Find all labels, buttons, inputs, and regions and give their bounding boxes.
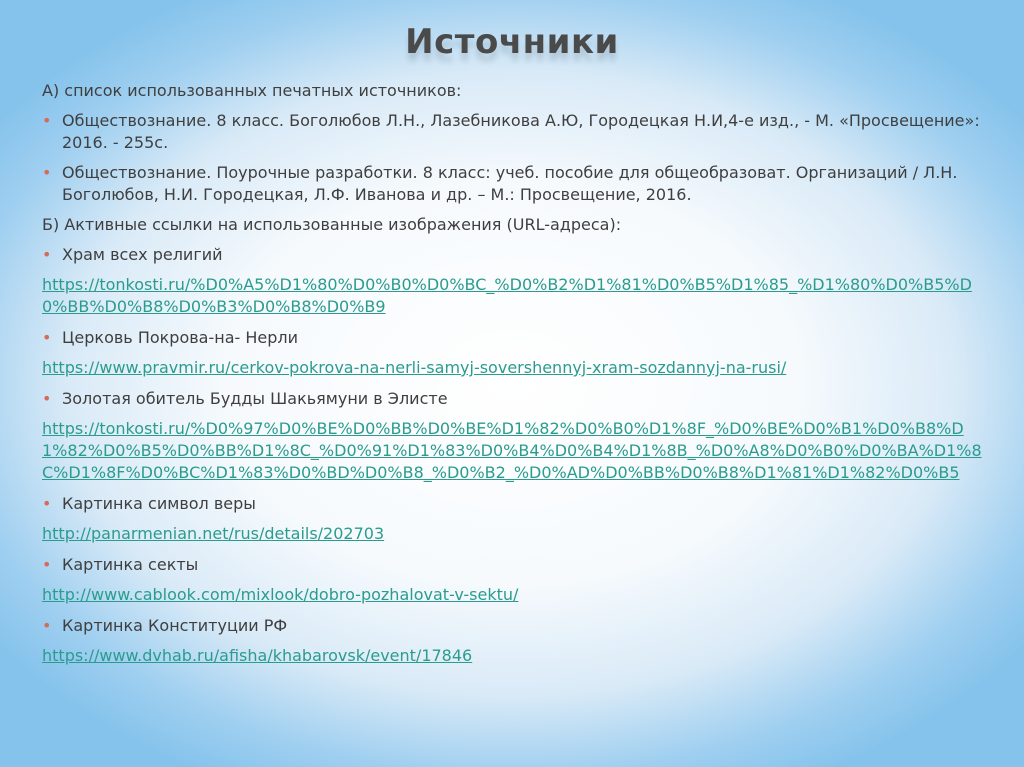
print-source-item — [42, 162, 982, 206]
image-source-link[interactable]: http://www.cablook.com/mixlook/dobro-pozhalovat-v-sektu/ — [42, 585, 519, 604]
image-source-item — [42, 493, 982, 515]
image-source-link[interactable]: https://www.pravmir.ru/cerkov-pokrova-na-nerli-samyj-sovershennyj-xram-sozdannyj-na-rusi/ — [42, 358, 787, 377]
image-source-item — [42, 388, 982, 410]
image-source-link[interactable]: https://tonkosti.ru/%D0%97%D0%BE%D0%BB%D0%BE%D1%82%D0%B0%D1%8F_%D0%BE%D0%B1%D0%B8%D1%82%D0%B5%D0%BB%D1%8C_%D0%91%D1%83%D0%B4%D0%B4%D1%8B_%D0%A8%D0%B0%D0%BA%D1%8C%D1%8F%D0%BC%D1%83%D0%BD%D0%B8_%D0%B2_%D0%AD%D0%BB%D0%B8%D1%81%D1%82%D0%B5 — [42, 419, 982, 482]
image-source-item — [42, 327, 982, 349]
bullet-icon: • — [42, 328, 52, 347]
image-source-label: Картинка символ веры — [62, 494, 256, 513]
image-source-link[interactable]: https://tonkosti.ru/%D0%A5%D1%80%D0%B0%D0%BC_%D0%B2%D1%81%D0%B5%D1%85_%D1%80%D0%B5%D0%BB%D0%B8%D0%B3%D0%B8%D0%B9 — [42, 275, 972, 316]
bullet-icon: • — [42, 163, 52, 182]
bullet-icon: • — [42, 389, 52, 408]
print-source-text: Обществознание. 8 класс. Боголюбов Л.Н., Лазебникова А.Ю, Городецкая Н.И,4-е изд., - М. «Просвещение»: 2016. - 255с. — [62, 111, 980, 152]
image-source-item — [42, 554, 982, 576]
bullet-icon: • — [42, 555, 52, 574]
image-source-item — [42, 244, 982, 266]
image-source-link[interactable]: http://panarmenian.net/rus/details/202703 — [42, 524, 385, 543]
section-a-heading: А) список использованных печатных источников: — [42, 81, 462, 100]
sources-content — [42, 80, 982, 676]
bullet-icon: • — [42, 616, 52, 635]
print-source-item — [42, 110, 982, 154]
image-source-label: Церковь Покрова-на- Нерли — [62, 328, 299, 347]
image-source-label: Картинка секты — [62, 555, 199, 574]
image-source-item — [42, 615, 982, 637]
bullet-icon: • — [42, 111, 52, 130]
image-source-label: Золотая обитель Будды Шакьямуни в Элисте — [62, 389, 448, 408]
section-b-heading: Б) Активные ссылки на использованные изображения (URL-адреса): — [42, 215, 622, 234]
page-title: Источники — [405, 22, 619, 62]
image-source-link[interactable]: https://www.dvhab.ru/afisha/khabarovsk/event/17846 — [42, 646, 473, 665]
bullet-icon: • — [42, 245, 52, 264]
image-source-label: Храм всех религий — [62, 245, 223, 264]
print-source-text: Обществознание. Поурочные разработки. 8 класс: учеб. пособие для общеобразоват. Организаций / Л.Н. Боголюбов, Н.И. Городецкая, Л.Ф. Иванова и др. – М.: Просвещение, 2016. — [62, 163, 958, 204]
bullet-icon: • — [42, 494, 52, 513]
image-source-label: Картинка Конституции РФ — [62, 616, 288, 635]
